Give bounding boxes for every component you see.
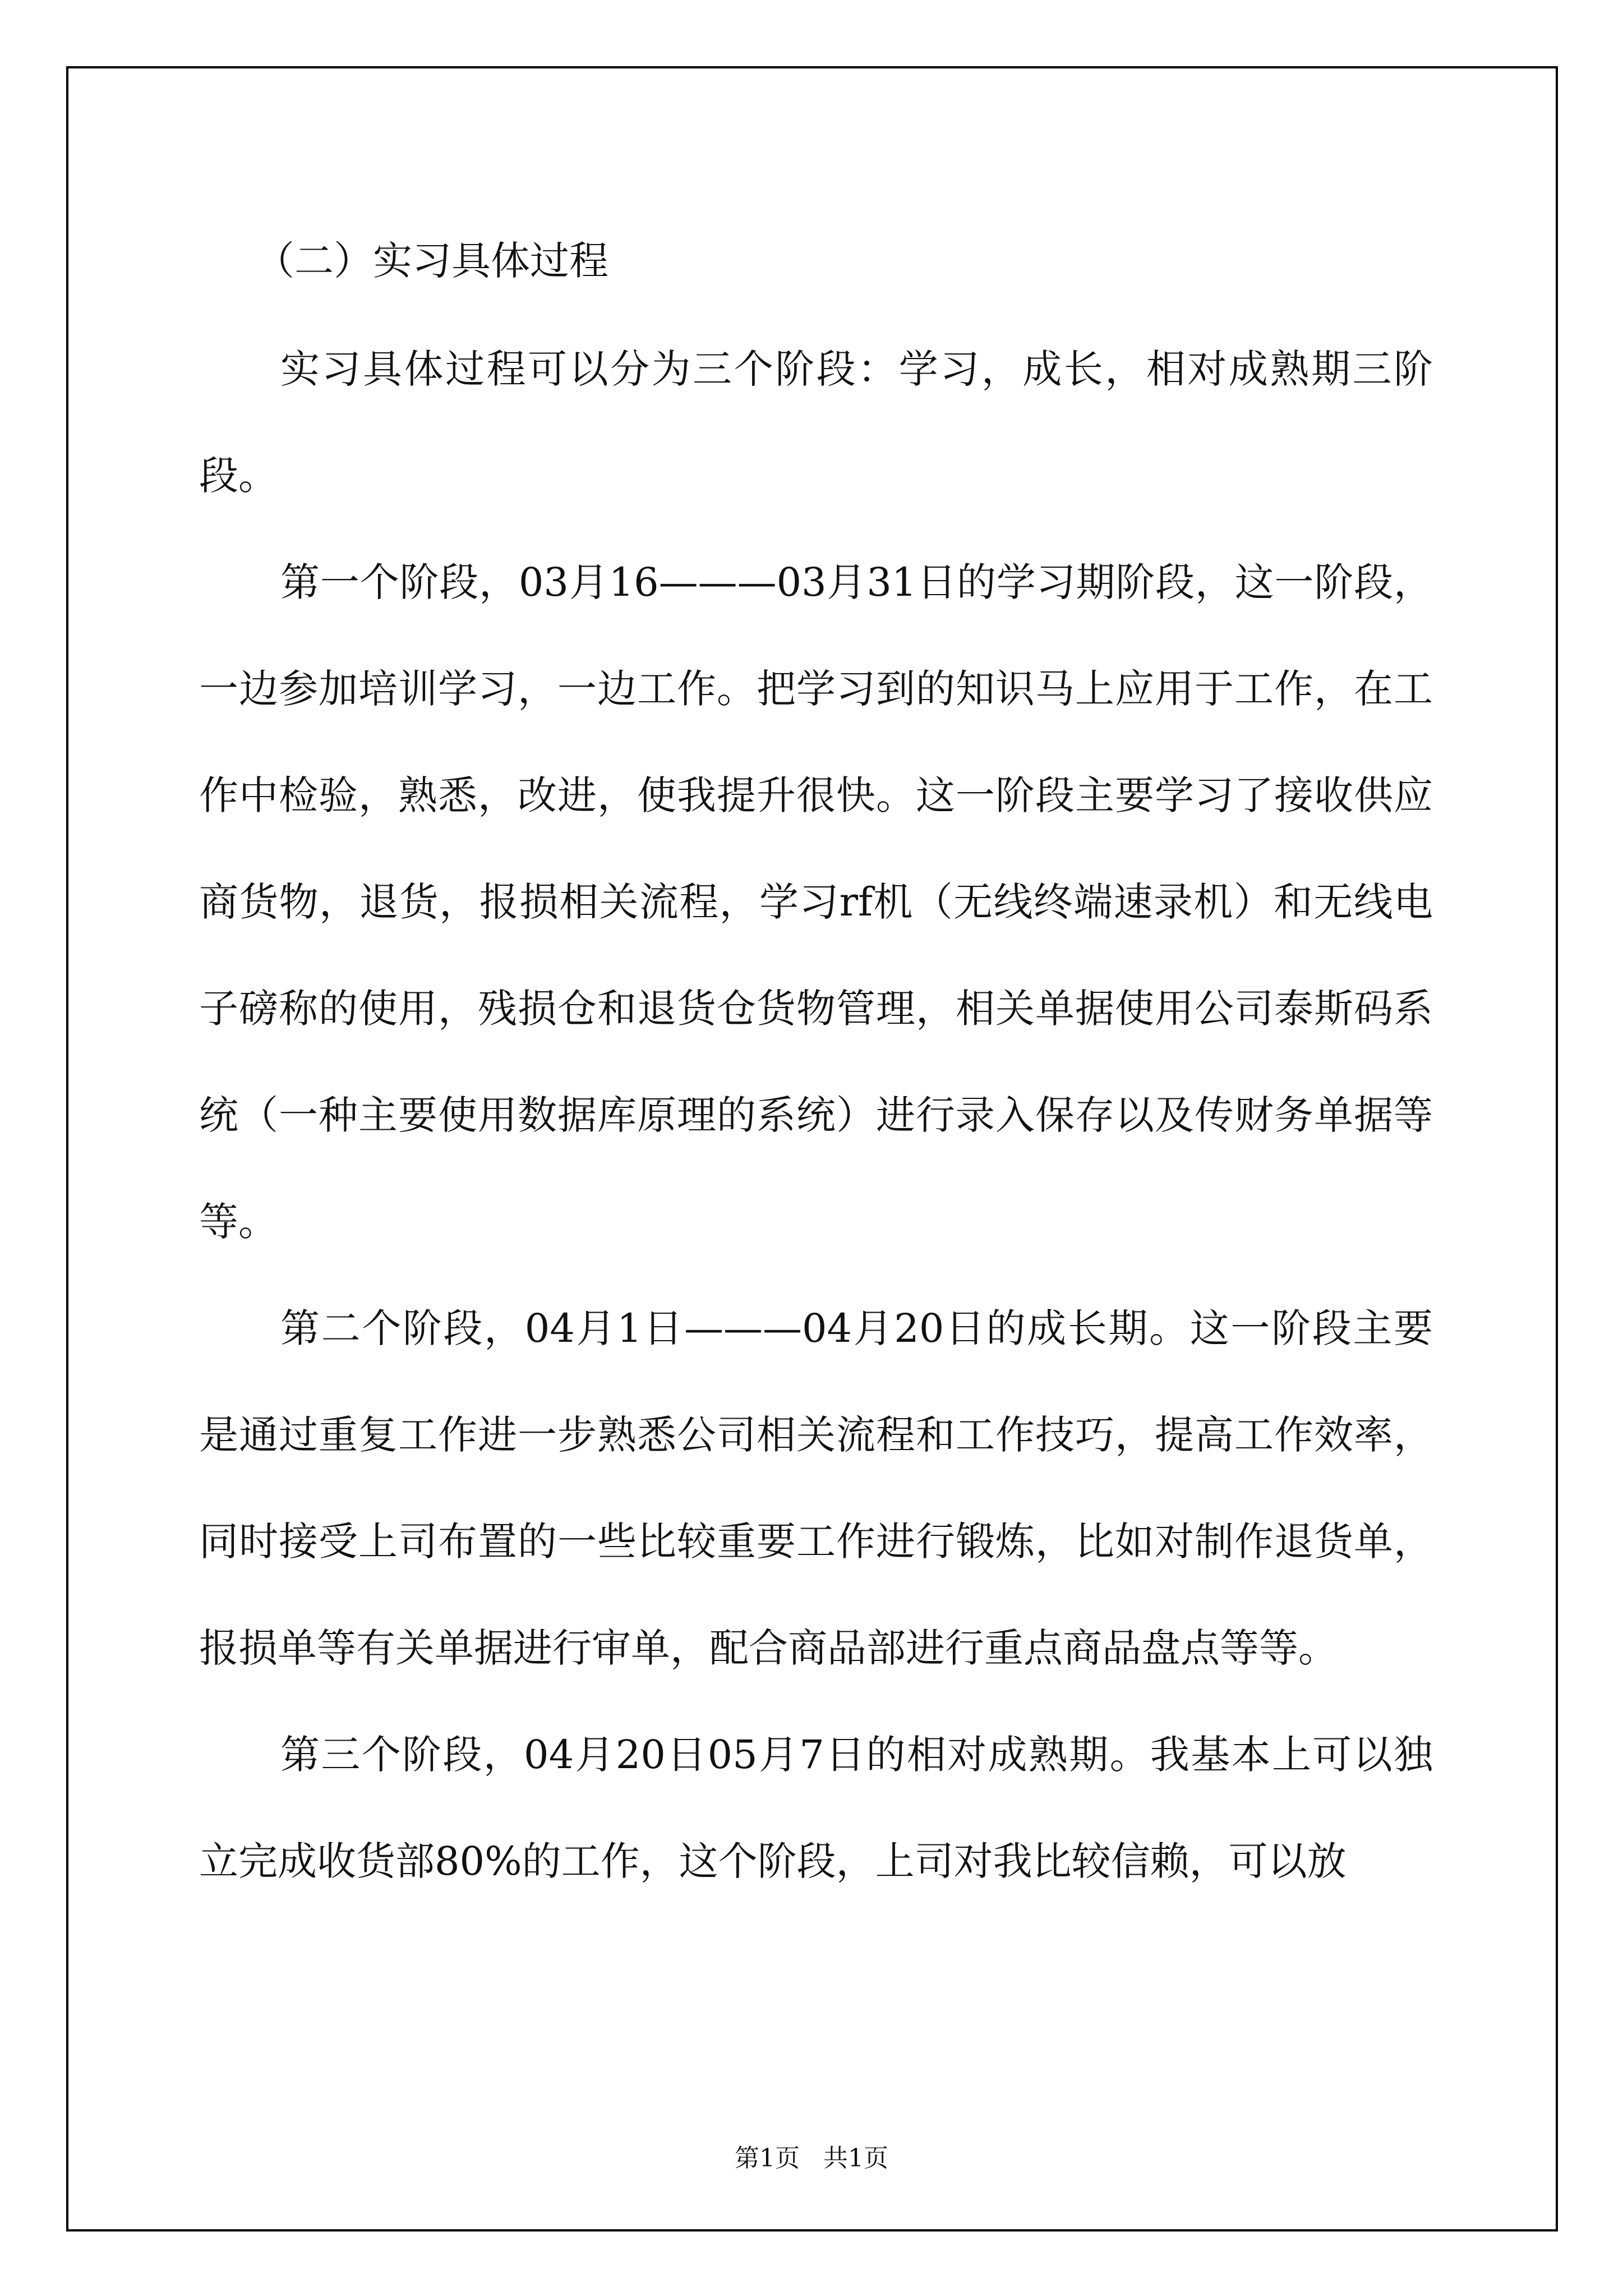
document-body bbox=[199, 216, 1433, 1915]
paragraph-overview: 实习具体过程可以分为三个阶段：学习，成长，相对成熟期三阶段。 bbox=[199, 346, 1433, 499]
paragraph-stage-two: 第二个阶段，04月1日———04月20日的成长期。这一阶段主要是通过重复工作进一步熟悉公司相关流程和工作技巧，提高工作效率，同时接受上司布置的一些比较重要工作进行锻炼，比如对制作退货单，报损单等有关单据进行审单，配合商品部进行重点商品盘点等等。 bbox=[199, 1305, 1433, 1671]
paragraph-stage-one: 第一个阶段，03月16———03月31日的学习期阶段，这一阶段，一边参加培训学习，一边工作。把学习到的知识马上应用于工作，在工作中检验，熟悉，改进，使我提升很快。这一阶段主要学习了接收供应商货物，退货，报损相关流程，学习rf机（无线终端速录机）和无线电子磅称的使用，残损仓和退货仓货物管理，相关单据使用公司泰斯码系统（一种主要使用数据库原理的系统）进行录入保存以及传财务单据等等。 bbox=[199, 559, 1433, 1245]
page-footer: 第1页 共1页 bbox=[735, 2144, 888, 2173]
section-heading: （二）实习具体过程 bbox=[255, 238, 608, 284]
paragraph-stage-three: 第三个阶段，04月20日05月7日的相对成熟期。我基本上可以独立完成收货部80%的工作，这个阶段，上司对我比较信赖，可以放 bbox=[199, 1732, 1433, 1884]
